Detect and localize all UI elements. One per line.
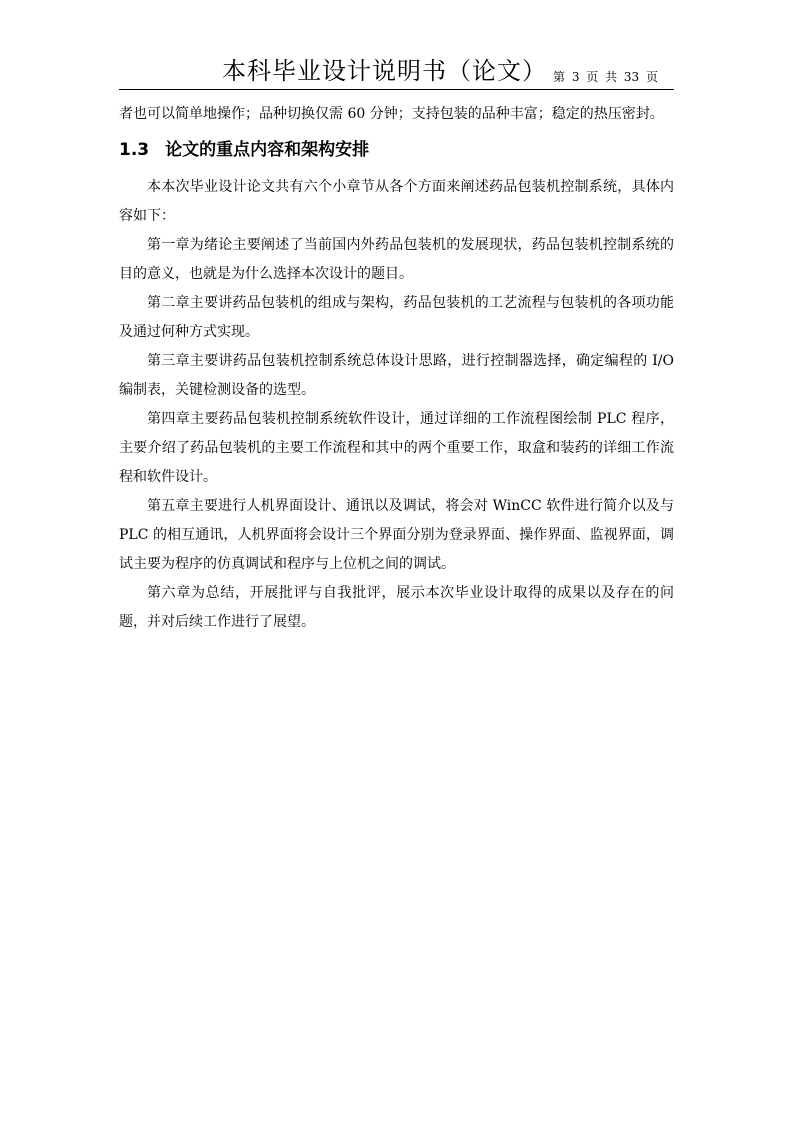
paragraph-chapter-6: 第六章为总结，开展批评与自我批评，展示本次毕业设计取得的成果以及存在的问题，并对后续工作进行了展望。 [119,585,674,630]
page-header [119,56,674,90]
page-number: 第 3 页 共 33 页 [553,70,658,84]
continuation-paragraph: 者也可以简单地操作；品种切换仅需 60 分钟；支持包装的品种丰富；稳定的热压密封。 [119,106,664,122]
section-number: 1.3 [119,140,150,160]
page-body [119,100,674,637]
section-heading [119,139,674,161]
paragraph-chapter-5: 第五章主要进行人机界面设计、通讯以及调试，将会对 WinCC 软件进行简介以及与 PLC 的相互通讯，人机界面将会设计三个界面分别为登录界面、操作界面、监视界面，调试主要为程序的仿真调试和程序与上位机之间的调试。 [119,498,674,572]
paragraph-chapter-3: 第三章主要讲药品包装机控制系统总体设计思路，进行控制器选择，确定编程的 I/O 编制表，关键检测设备的选型。 [119,353,674,398]
section-title: 论文的重点内容和架构安排 [165,140,370,160]
paragraph-intro: 本本次毕业设计论文共有六个小章节从各个方面来阐述药品包装机控制系统，具体内容如下： [119,179,674,224]
paragraph-chapter-1: 第一章为绪论主要阐述了当前国内外药品包装机的发展现状，药品包装机控制系统的目的意义，也就是为什么选择本次设计的题目。 [119,237,674,282]
header-title: 本科毕业设计说明书（论文） [222,57,548,85]
paragraph-chapter-4: 第四章主要药品包装机控制系统软件设计，通过详细的工作流程图绘制 PLC 程序，主要介绍了药品包装机的主要工作流程和其中的两个重要工作，取盒和装药的详细工作流程和软件设计。 [119,411,674,485]
paragraph-chapter-2: 第二章主要讲药品包装机的组成与架构，药品包装机的工艺流程与包装机的各项功能及通过何种方式实现。 [119,295,674,340]
